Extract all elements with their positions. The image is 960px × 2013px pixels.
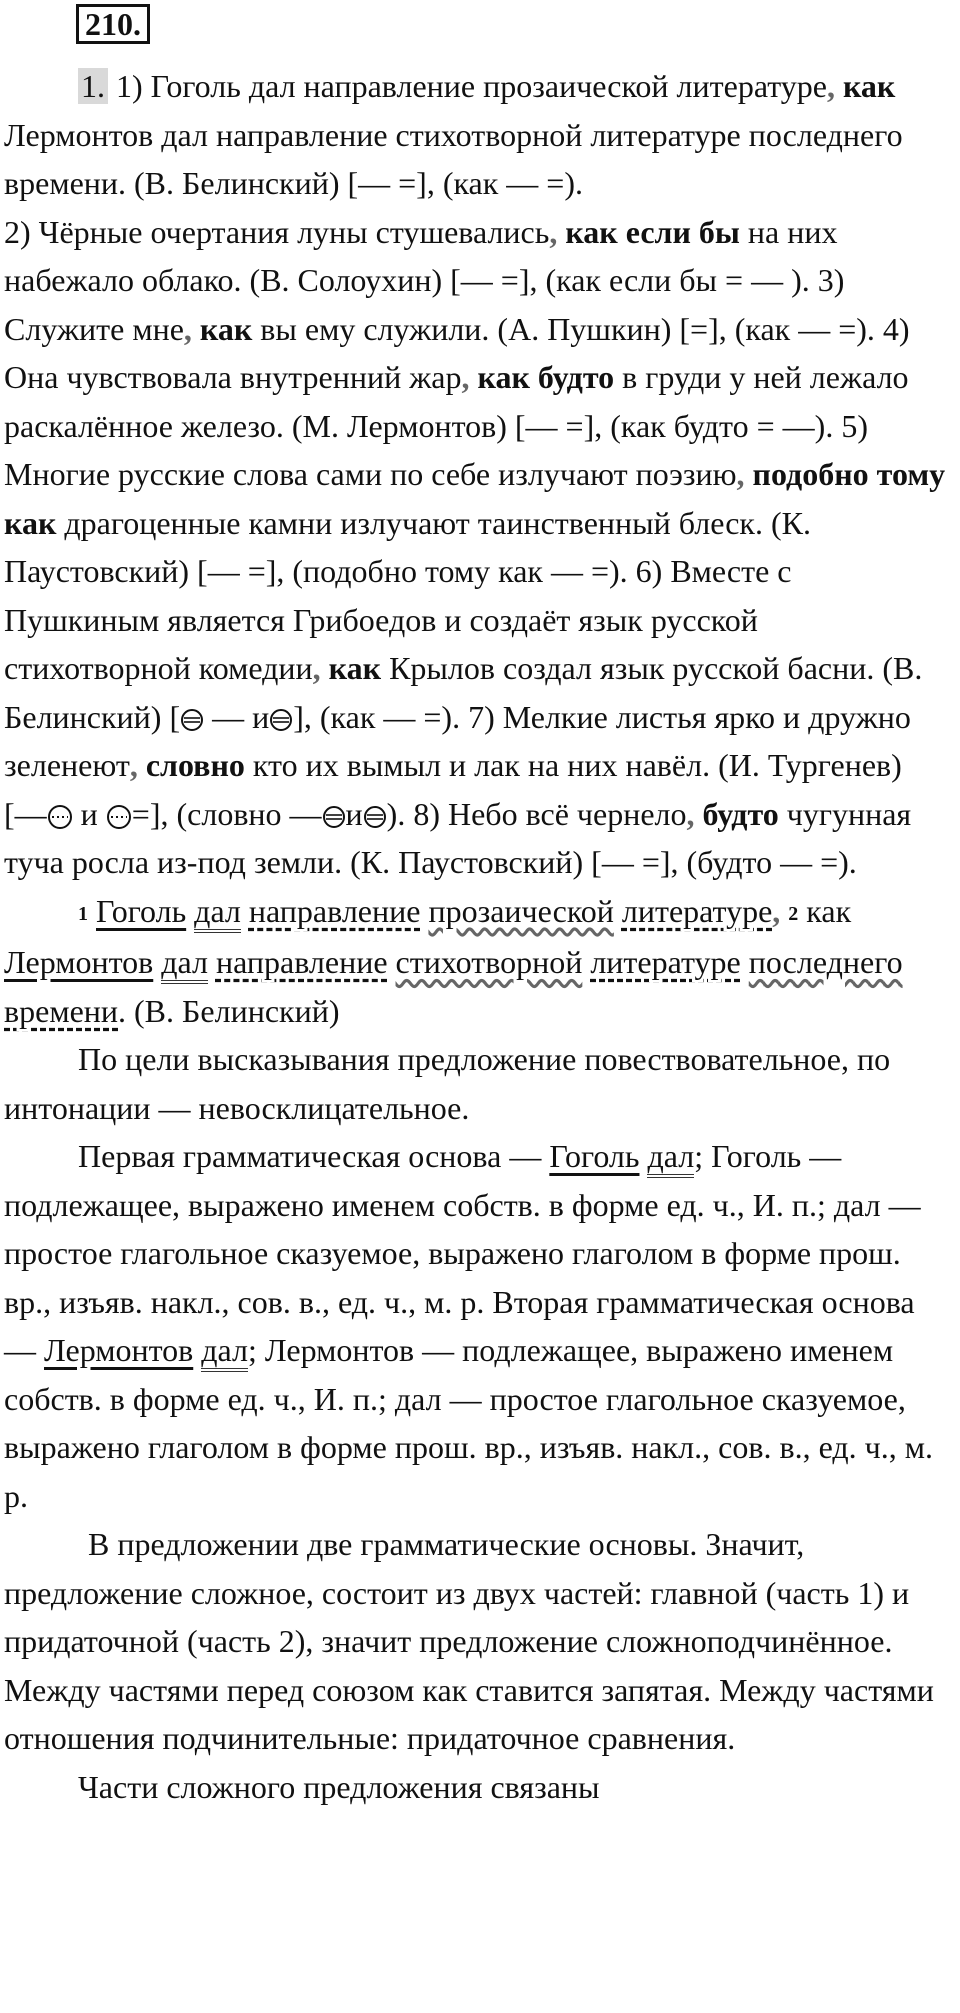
ex2-source: (В. Солоухин) (249, 262, 443, 298)
ex5-num: 5) (841, 407, 868, 444)
ex7-scheme-e: ). (386, 795, 406, 832)
ex6-num: 6) (635, 553, 663, 589)
object-4: литературе (590, 944, 741, 980)
subject-1: Гоголь (96, 892, 187, 929)
circle-dots-icon (106, 804, 132, 830)
object-5: времени (4, 992, 119, 1029)
basis1-text: ; Гоголь — подлежащее, выражено именем собств. в форме ед. ч., И. п.; дал — простое глагольное сказуемое, выражено глаголом в форме прош. вр., изъяв. накл., сов. в., ед. ч., м. р. (4, 1138, 921, 1320)
ex7-num: 7) (468, 698, 495, 735)
ex5-sub: драгоценные камни излучают таинственный блеск. (64, 504, 763, 541)
conjunction: как (806, 892, 852, 929)
ex6-scheme-b: — и (212, 698, 270, 735)
ex3-conj: как (199, 310, 253, 347)
ex6-scheme-a: [ (169, 698, 181, 735)
ex6-scheme-c: ], (как — =). (293, 698, 461, 735)
ex3-scheme: [=], (как — =). (679, 310, 875, 347)
ex2-sub: на них набежало облако. (4, 213, 838, 298)
parsed-source: . (В. Белинский) (118, 992, 340, 1029)
ex4-conj: как будто (477, 359, 615, 395)
ex2-scheme: [— =], (как если бы = — ). (450, 262, 810, 298)
basis2-intro: Вторая грамматическая основа — (4, 1283, 915, 1368)
basis2-predicate: дал (201, 1332, 248, 1372)
last-paragraph: Части сложного предложения связаны (78, 1768, 600, 1805)
circle-dash-icon (180, 708, 204, 732)
basis-paragraph (4, 1132, 952, 1520)
attribute-1: прозаической (428, 892, 614, 929)
content (4, 62, 952, 1811)
ex1-num: 1) (116, 68, 143, 104)
ex6-source: (В. Белинский) (4, 650, 923, 735)
part-marker-1: 1 (78, 902, 88, 925)
ex2-num: 2) (4, 213, 31, 250)
ex1-sub: Лермонтов дал направление стихотворной литературе последнего времени. (4, 116, 903, 201)
ex3-sub: вы ему служили. (260, 310, 490, 347)
ex4-sub: в груди у ней лежало раскалённое железо. (4, 359, 909, 444)
parsed-sentence: 1 Гоголь дал направление прозаической литературе, 2 как Лермонтов дал направление стихотворной литературе последнего времени. (В. Белинский) (4, 892, 903, 1029)
part-number: 1. (78, 68, 108, 104)
basis2-subject: Лермонтов (44, 1332, 194, 1368)
ex5-source: (К. Паустовский) (4, 504, 811, 589)
attribute-3: последнего (748, 944, 903, 980)
ex5-main: Многие русские слова сами по себе излучают поэзию (4, 456, 737, 492)
part-marker-2: 2 (788, 902, 799, 925)
ex2-main: Чёрные очертания луны стушевались (38, 213, 550, 250)
ex4-num: 4) (882, 310, 910, 347)
ex3-main: Служите мне (4, 310, 184, 347)
ex1-main: Гоголь дал направление прозаической литературе (150, 68, 827, 104)
ex7-sub: кто их вымыл и лак на них навёл. (252, 747, 711, 783)
circle-dash-icon (322, 805, 346, 829)
ex6-main: Вместе с Пушкиным является Грибоедов и создаёт язык русской стихотворной комедии (4, 553, 792, 686)
ex8-scheme: [— =], (будто — =). (591, 844, 857, 880)
ex3-num: 3) (817, 262, 845, 298)
predicate-2: дал (161, 944, 208, 984)
ex7-scheme-a: [— (4, 795, 47, 832)
ex8-sub: чугунная туча росла из-под земли. (4, 795, 912, 880)
basis1-subject: Гоголь (549, 1138, 640, 1174)
predicate-1: дал (194, 893, 241, 933)
ex7-scheme-c: =], (словно — (131, 795, 322, 832)
ex4-main: Она чувствовала внутренний жар (4, 359, 462, 395)
object-3: направление (215, 944, 388, 980)
examples-paragraph: 1. 1) Гоголь дал направление прозаической литературе, как Лермонтов дал направление стихотворной литературе последнего времени. (В. Белинский) [— =], (как — =). 2) Чёрные очертания луны стушевались, как если бы на них набежало облако. (В. Солоухин) [— =], (как если бы = — ). 3) Служите мне, как вы ему служили. (А. Пушкин) [=], (как — =). 4) Она чувствовала внутренний жар, как будто в груди у ней лежало раскалённое железо. (М. Лермонтов) [— =], (как будто = —). 5) Многие русские слова сами по себе излучают поэзию, подобно тому как драгоценные камни излучают таинственный блеск. (К. Паустовский) [— =], (подобно тому как — =). 6) Вместе с Пушкиным является Грибоедов и создаёт язык русской стихотворной комедии, как Крылов создал язык русской басни. (В. Белинский) [ — и ], (как — =). 7) Мелкие листья ярко и дружно зеленеют, словно кто их вымыл и лак на них навёл. (И. Тургенев) [— и =], (словно — и ). 8) Небо всё чернело, будто чугунная туча росла из-под земли. (К. Паустовский) [— =], (будто — =). (4, 68, 946, 880)
ex7-scheme-b: и (80, 795, 98, 832)
conclusion-paragraph: В предложении две грамматические основы. Значит, предложение сложное, состоит из двух частей: главной (часть 1) и придаточной (часть 2), значит предложение сложноподчинённое. Между частями перед союзом как ставится запятая. Между частями отношения подчинительные: придаточное сравнения. (4, 1526, 934, 1756)
ex4-scheme: [— =], (как будто = —). (514, 407, 834, 444)
exercise-number: 210. (76, 4, 150, 44)
attribute-2: стихотворной (395, 944, 583, 980)
ex6-sub: Крылов создал язык русской басни. (389, 650, 875, 686)
ex7-source: (И. Тургенев) (718, 747, 902, 783)
ex8-source: (К. Паустовский) (350, 844, 584, 880)
basis1-predicate: дал (647, 1138, 694, 1178)
ex1-scheme: [— =], (как — =). (347, 165, 583, 201)
ex2-conj: как если бы (565, 213, 740, 250)
ex7-main: Мелкие листья ярко и дружно зеленеют (4, 698, 911, 783)
ex3-source: (А. Пушкин) (497, 310, 672, 347)
ex1-conj: как (842, 68, 896, 104)
ex5-scheme: [— =], (подобно тому как — =). (197, 553, 628, 589)
basis2-text: ; Лермонтов — подлежащее, выражено именем собств. в форме ед. ч., И. п.; дал — простое глагольное сказуемое, выражено глаголом в форме прош. вр., изъяв. накл., сов. в., ед. ч., м. р. (4, 1332, 933, 1514)
circle-dash-icon (269, 708, 293, 732)
ex4-source: (М. Лермонтов) (291, 407, 507, 444)
ex7-conj: словно (145, 747, 245, 783)
ex8-main: Небо всё чернело (447, 795, 687, 832)
ex6-conj: как (328, 650, 382, 686)
ex8-num: 8) (413, 795, 440, 832)
ex1-source: (В. Белинский) (134, 165, 340, 201)
subject-2: Лермонтов (4, 944, 154, 980)
circle-dash-icon (363, 805, 387, 829)
ex5-conj: подобно тому как (4, 456, 946, 541)
object-2: литературе (621, 892, 773, 929)
ex7-scheme-d: и (345, 795, 363, 832)
object-1: направление (248, 892, 421, 929)
circle-dots-icon (47, 804, 73, 830)
basis1-intro: Первая грамматическая основа — (78, 1138, 542, 1174)
ex8-conj: будто (702, 795, 779, 832)
goal-paragraph: По цели высказывания предложение повествовательное, по интонации — невосклицательное. (4, 1041, 891, 1126)
